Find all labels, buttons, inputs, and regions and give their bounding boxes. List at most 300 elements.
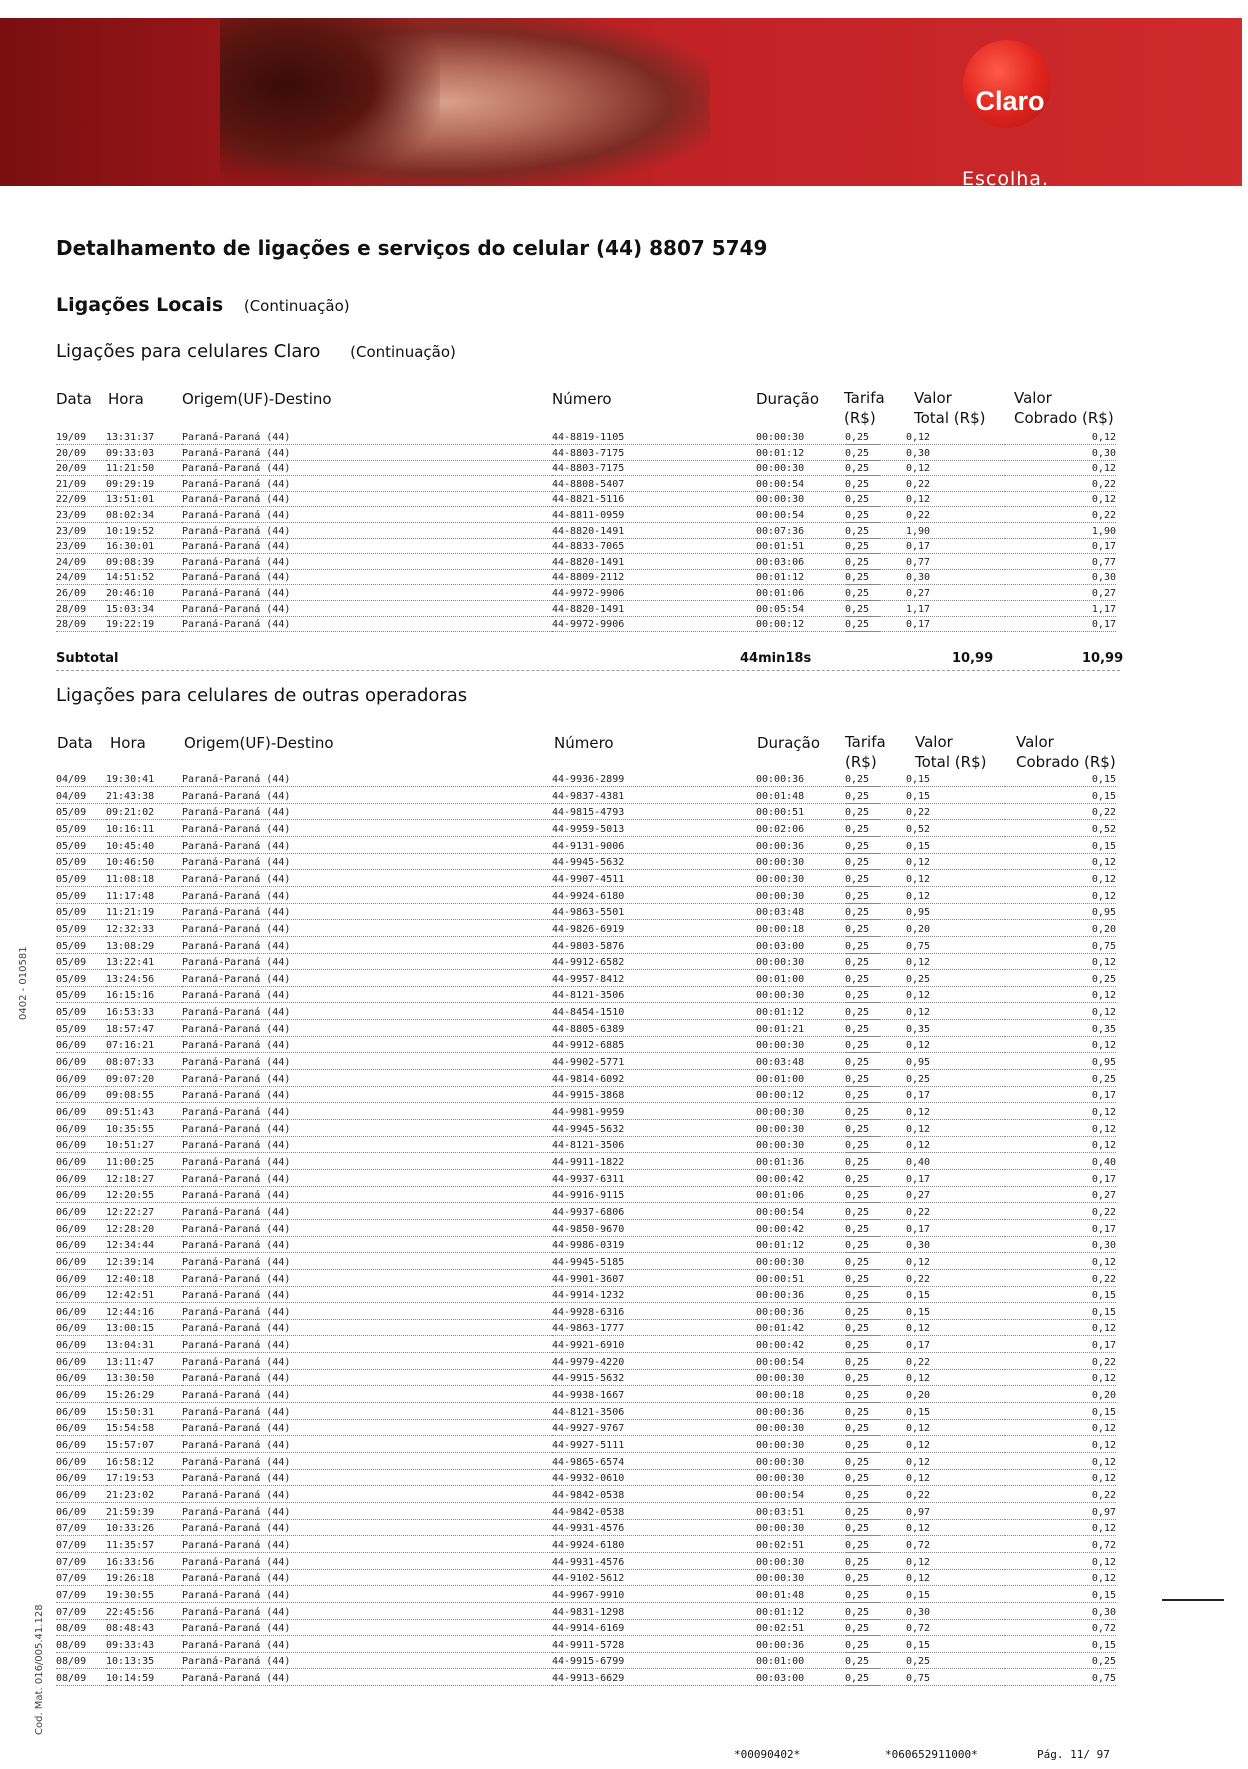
outras-row bbox=[56, 1506, 1120, 1519]
cell-valor-total: 0,12 bbox=[906, 1439, 1005, 1453]
col-valor-total bbox=[915, 732, 986, 772]
cell-data: 22/09 bbox=[56, 493, 106, 507]
cell-hora: 12:28:20 bbox=[106, 1223, 236, 1237]
cell-valor-total: 0,75 bbox=[906, 940, 1005, 954]
cell-origem: Paraná-Paraná (44) bbox=[182, 1655, 552, 1669]
cell-numero: 44-9981-9959 bbox=[552, 1106, 812, 1120]
cell-valor-cobrado: 0,15 bbox=[1005, 1406, 1116, 1420]
cell-data: 06/09 bbox=[56, 1422, 106, 1436]
cell-data: 06/09 bbox=[56, 1239, 106, 1253]
outras-row bbox=[56, 1173, 1120, 1186]
cell-data: 23/09 bbox=[56, 540, 106, 554]
cell-origem: Paraná-Paraná (44) bbox=[182, 790, 552, 804]
cell-origem: Paraná-Paraná (44) bbox=[182, 1372, 552, 1386]
cell-valor-cobrado: 0,25 bbox=[1005, 1073, 1116, 1087]
cell-valor-total: 0,22 bbox=[906, 1356, 1005, 1370]
cell-tarifa: 0,25 bbox=[845, 1406, 965, 1420]
cell-numero: 44-9921-6910 bbox=[552, 1339, 812, 1353]
cell-duracao: 00:01:12 bbox=[756, 1239, 880, 1253]
cell-hora: 08:07:33 bbox=[106, 1056, 236, 1070]
cell-valor-cobrado: 0,12 bbox=[1005, 431, 1116, 445]
cell-numero: 44-9945-5632 bbox=[552, 856, 812, 870]
cell-duracao: 00:00:30 bbox=[756, 1139, 880, 1153]
cell-numero: 44-9912-6582 bbox=[552, 956, 812, 970]
outras-row bbox=[56, 1639, 1120, 1652]
cell-data: 06/09 bbox=[56, 1206, 106, 1220]
cell-valor-total: 0,15 bbox=[906, 840, 1005, 854]
subtotal-label: Subtotal bbox=[56, 651, 119, 666]
cell-data: 06/09 bbox=[56, 1189, 106, 1203]
cell-valor-cobrado: 0,22 bbox=[1005, 806, 1116, 820]
cell-numero: 44-9916-9115 bbox=[552, 1189, 812, 1203]
cell-data: 21/09 bbox=[56, 478, 106, 492]
cell-valor-cobrado: 0,12 bbox=[1005, 1123, 1116, 1137]
claro-row bbox=[56, 462, 1120, 475]
cell-numero: 44-9914-6169 bbox=[552, 1622, 812, 1636]
cell-data: 05/09 bbox=[56, 1023, 106, 1037]
cell-valor-cobrado: 0,72 bbox=[1005, 1622, 1116, 1636]
cell-hora: 11:17:48 bbox=[106, 890, 236, 904]
cell-origem: Paraná-Paraná (44) bbox=[182, 1422, 552, 1436]
outras-row bbox=[56, 1056, 1120, 1069]
cell-origem: Paraná-Paraná (44) bbox=[182, 773, 552, 787]
cell-valor-total: 0,30 bbox=[906, 1239, 1005, 1253]
cell-data: 26/09 bbox=[56, 587, 106, 601]
outras-row bbox=[56, 823, 1120, 836]
cell-duracao: 00:02:51 bbox=[756, 1539, 880, 1553]
cell-hora: 12:44:16 bbox=[106, 1306, 236, 1320]
cell-hora: 12:39:14 bbox=[106, 1256, 236, 1270]
cell-data: 06/09 bbox=[56, 1289, 106, 1303]
claro-row bbox=[56, 509, 1120, 522]
cell-valor-total: 1,90 bbox=[906, 525, 1005, 539]
cell-data: 05/09 bbox=[56, 956, 106, 970]
outras-row bbox=[56, 923, 1120, 936]
cell-origem: Paraná-Paraná (44) bbox=[182, 856, 552, 870]
cell-data: 06/09 bbox=[56, 1073, 106, 1087]
subtotal-total: 10,99 bbox=[952, 651, 994, 666]
cell-duracao: 00:00:51 bbox=[756, 806, 880, 820]
cell-numero: 44-9912-6885 bbox=[552, 1039, 812, 1053]
cell-tarifa: 0,25 bbox=[845, 1556, 965, 1570]
cell-hora: 13:00:15 bbox=[106, 1322, 236, 1336]
cell-hora: 12:18:27 bbox=[106, 1173, 236, 1187]
cell-duracao: 00:00:30 bbox=[756, 462, 880, 476]
cell-duracao: 00:00:30 bbox=[756, 1039, 880, 1053]
cell-duracao: 00:01:06 bbox=[756, 587, 880, 601]
brand-logo-text: Claro bbox=[975, 86, 1045, 116]
cell-hora: 09:51:43 bbox=[106, 1106, 236, 1120]
cell-duracao: 00:00:36 bbox=[756, 1289, 880, 1303]
cell-origem: Paraná-Paraná (44) bbox=[182, 940, 552, 954]
cell-valor-cobrado: 0,77 bbox=[1005, 556, 1116, 570]
outras-row bbox=[56, 1406, 1120, 1419]
cell-origem: Paraná-Paraná (44) bbox=[182, 1389, 552, 1403]
cell-data: 05/09 bbox=[56, 840, 106, 854]
cell-duracao: 00:00:12 bbox=[756, 1089, 880, 1103]
cell-hora: 19:30:41 bbox=[106, 773, 236, 787]
cell-tarifa: 0,25 bbox=[845, 940, 965, 954]
cell-tarifa: 0,25 bbox=[845, 603, 965, 617]
cell-data: 06/09 bbox=[56, 1173, 106, 1187]
cell-duracao: 00:02:51 bbox=[756, 1622, 880, 1636]
cell-origem: Paraná-Paraná (44) bbox=[182, 1073, 552, 1087]
cell-data: 06/09 bbox=[56, 1322, 106, 1336]
cell-data: 05/09 bbox=[56, 973, 106, 987]
outras-row bbox=[56, 1522, 1120, 1535]
footer-page: Pág. 11/ 97 bbox=[1037, 1748, 1110, 1761]
cell-tarifa: 0,25 bbox=[845, 1206, 965, 1220]
cell-duracao: 00:03:00 bbox=[756, 940, 880, 954]
cell-hora: 11:21:50 bbox=[106, 462, 236, 476]
cell-data: 06/09 bbox=[56, 1339, 106, 1353]
cell-valor-cobrado: 0,15 bbox=[1005, 790, 1116, 804]
cell-data: 05/09 bbox=[56, 890, 106, 904]
cell-valor-total: 0,95 bbox=[906, 1056, 1005, 1070]
cell-valor-total: 0,12 bbox=[906, 1372, 1005, 1386]
cell-origem: Paraná-Paraná (44) bbox=[182, 1056, 552, 1070]
cell-data: 06/09 bbox=[56, 1123, 106, 1137]
outras-row bbox=[56, 1123, 1120, 1136]
cell-hora: 17:19:53 bbox=[106, 1472, 236, 1486]
col-tarifa bbox=[844, 388, 885, 428]
cell-hora: 10:13:35 bbox=[106, 1655, 236, 1669]
cell-data: 23/09 bbox=[56, 525, 106, 539]
cell-numero: 44-9803-5876 bbox=[552, 940, 812, 954]
cell-valor-total: 0,12 bbox=[906, 493, 1005, 507]
cell-tarifa: 0,25 bbox=[845, 462, 965, 476]
cell-valor-cobrado: 0,17 bbox=[1005, 1339, 1116, 1353]
cell-tarifa: 0,25 bbox=[845, 1239, 965, 1253]
cell-numero: 44-9831-1298 bbox=[552, 1606, 812, 1620]
cell-origem: Paraná-Paraná (44) bbox=[182, 447, 552, 461]
cell-data: 08/09 bbox=[56, 1639, 106, 1653]
cell-numero: 44-9945-5632 bbox=[552, 1123, 812, 1137]
col-valor-total-unit: Total (R$) bbox=[915, 753, 987, 771]
col-duracao: Duração bbox=[756, 390, 820, 408]
cell-origem: Paraná-Paraná (44) bbox=[182, 1156, 552, 1170]
cell-numero: 44-9826-6919 bbox=[552, 923, 812, 937]
cell-valor-cobrado: 0,12 bbox=[1005, 989, 1116, 1003]
cell-numero: 44-8833-7065 bbox=[552, 540, 812, 554]
cell-numero: 44-8805-6389 bbox=[552, 1023, 812, 1037]
cell-data: 05/09 bbox=[56, 923, 106, 937]
cell-valor-cobrado: 0,25 bbox=[1005, 1655, 1116, 1669]
cell-duracao: 00:00:36 bbox=[756, 1406, 880, 1420]
cell-valor-total: 0,52 bbox=[906, 823, 1005, 837]
cell-origem: Paraná-Paraná (44) bbox=[182, 1039, 552, 1053]
cell-tarifa: 0,25 bbox=[845, 989, 965, 1003]
cell-duracao: 00:00:54 bbox=[756, 1356, 880, 1370]
cell-valor-total: 0,22 bbox=[906, 806, 1005, 820]
cell-tarifa: 0,25 bbox=[845, 1006, 965, 1020]
cell-origem: Paraná-Paraná (44) bbox=[182, 1539, 552, 1553]
cell-valor-total: 0,15 bbox=[906, 1589, 1005, 1603]
cell-data: 07/09 bbox=[56, 1522, 106, 1536]
cell-tarifa: 0,25 bbox=[845, 873, 965, 887]
cell-tarifa: 0,25 bbox=[845, 906, 965, 920]
cell-valor-total: 0,17 bbox=[906, 618, 1005, 632]
cell-hora: 11:08:18 bbox=[106, 873, 236, 887]
cell-origem: Paraná-Paraná (44) bbox=[182, 1606, 552, 1620]
outras-row bbox=[56, 1039, 1120, 1052]
cell-numero: 44-9927-9767 bbox=[552, 1422, 812, 1436]
cell-origem: Paraná-Paraná (44) bbox=[182, 823, 552, 837]
cell-valor-cobrado: 0,22 bbox=[1005, 509, 1116, 523]
cell-hora: 12:22:27 bbox=[106, 1206, 236, 1220]
cell-tarifa: 0,25 bbox=[845, 806, 965, 820]
cell-valor-cobrado: 0,15 bbox=[1005, 1589, 1116, 1603]
outras-row bbox=[56, 1139, 1120, 1152]
cell-duracao: 00:00:18 bbox=[756, 1389, 880, 1403]
cell-data: 07/09 bbox=[56, 1572, 106, 1586]
cell-duracao: 00:01:12 bbox=[756, 571, 880, 585]
cell-origem: Paraná-Paraná (44) bbox=[182, 1506, 552, 1520]
cell-origem: Paraná-Paraná (44) bbox=[182, 1639, 552, 1653]
cell-valor-cobrado: 0,12 bbox=[1005, 1439, 1116, 1453]
cell-numero: 44-9901-3607 bbox=[552, 1273, 812, 1287]
cell-numero: 44-9915-5632 bbox=[552, 1372, 812, 1386]
cell-numero: 44-9911-5728 bbox=[552, 1639, 812, 1653]
cell-valor-cobrado: 0,12 bbox=[1005, 1006, 1116, 1020]
cell-tarifa: 0,25 bbox=[845, 823, 965, 837]
outras-row bbox=[56, 1006, 1120, 1019]
cell-valor-total: 0,12 bbox=[906, 1322, 1005, 1336]
cell-data: 08/09 bbox=[56, 1622, 106, 1636]
cell-duracao: 00:00:36 bbox=[756, 1306, 880, 1320]
cell-tarifa: 0,25 bbox=[845, 1289, 965, 1303]
margin-mark bbox=[1162, 1599, 1224, 1601]
cell-numero: 44-9850-9670 bbox=[552, 1223, 812, 1237]
cell-origem: Paraná-Paraná (44) bbox=[182, 1023, 552, 1037]
cell-valor-cobrado: 0,40 bbox=[1005, 1156, 1116, 1170]
cell-valor-total: 0,25 bbox=[906, 973, 1005, 987]
col-numero: Número bbox=[552, 390, 612, 408]
cell-numero: 44-9936-2899 bbox=[552, 773, 812, 787]
cell-hora: 07:16:21 bbox=[106, 1039, 236, 1053]
cell-hora: 12:20:55 bbox=[106, 1189, 236, 1203]
cell-data: 06/09 bbox=[56, 1256, 106, 1270]
claro-subsection-text: Ligações para celulares Claro bbox=[56, 341, 321, 362]
cell-data: 07/09 bbox=[56, 1539, 106, 1553]
cell-origem: Paraná-Paraná (44) bbox=[182, 431, 552, 445]
outras-row bbox=[56, 1422, 1120, 1435]
cell-origem: Paraná-Paraná (44) bbox=[182, 1006, 552, 1020]
cell-valor-cobrado: 0,12 bbox=[1005, 1556, 1116, 1570]
cell-hora: 20:46:10 bbox=[106, 587, 236, 601]
cell-valor-total: 0,20 bbox=[906, 923, 1005, 937]
cell-tarifa: 0,25 bbox=[845, 1372, 965, 1386]
cell-hora: 13:30:50 bbox=[106, 1372, 236, 1386]
cell-origem: Paraná-Paraná (44) bbox=[182, 890, 552, 904]
cell-valor-total: 0,12 bbox=[906, 1106, 1005, 1120]
cell-numero: 44-9959-5013 bbox=[552, 823, 812, 837]
side-code: 0402 - 010581 bbox=[18, 946, 29, 1020]
cell-duracao: 00:00:18 bbox=[756, 923, 880, 937]
cell-hora: 14:51:52 bbox=[106, 571, 236, 585]
outras-row bbox=[56, 790, 1120, 803]
cell-duracao: 00:00:30 bbox=[756, 1522, 880, 1536]
cell-numero: 44-8819-1105 bbox=[552, 431, 812, 445]
cell-hora: 12:40:18 bbox=[106, 1273, 236, 1287]
cell-duracao: 00:01:00 bbox=[756, 1073, 880, 1087]
cell-numero: 44-9924-6180 bbox=[552, 890, 812, 904]
cell-hora: 16:33:56 bbox=[106, 1556, 236, 1570]
cell-valor-cobrado: 0,30 bbox=[1005, 571, 1116, 585]
outras-row bbox=[56, 1339, 1120, 1352]
cell-hora: 13:22:41 bbox=[106, 956, 236, 970]
cell-duracao: 00:00:30 bbox=[756, 890, 880, 904]
cell-duracao: 00:00:42 bbox=[756, 1173, 880, 1187]
cell-tarifa: 0,25 bbox=[845, 556, 965, 570]
cell-numero: 44-8811-0959 bbox=[552, 509, 812, 523]
cell-origem: Paraná-Paraná (44) bbox=[182, 540, 552, 554]
cell-valor-cobrado: 0,12 bbox=[1005, 1106, 1116, 1120]
cell-duracao: 00:00:30 bbox=[756, 1472, 880, 1486]
cell-valor-total: 0,12 bbox=[906, 1039, 1005, 1053]
subtotal-divider bbox=[56, 670, 1120, 671]
outras-row bbox=[56, 940, 1120, 953]
cell-tarifa: 0,25 bbox=[845, 1256, 965, 1270]
cell-origem: Paraná-Paraná (44) bbox=[182, 956, 552, 970]
cell-numero: 44-9937-6311 bbox=[552, 1173, 812, 1187]
cell-numero: 44-9902-5771 bbox=[552, 1056, 812, 1070]
cell-tarifa: 0,25 bbox=[845, 1539, 965, 1553]
cell-data: 06/09 bbox=[56, 1456, 106, 1470]
cell-origem: Paraná-Paraná (44) bbox=[182, 1456, 552, 1470]
cell-duracao: 00:01:42 bbox=[756, 1322, 880, 1336]
cell-valor-total: 0,12 bbox=[906, 1006, 1005, 1020]
outras-subsection-title: Ligações para celulares de outras operadoras bbox=[56, 685, 468, 706]
cell-hora: 19:26:18 bbox=[106, 1572, 236, 1586]
cell-numero: 44-8454-1510 bbox=[552, 1006, 812, 1020]
outras-row bbox=[56, 973, 1120, 986]
cell-numero: 44-8121-3506 bbox=[552, 1139, 812, 1153]
cell-data: 28/09 bbox=[56, 603, 106, 617]
cell-tarifa: 0,25 bbox=[845, 1056, 965, 1070]
cell-valor-total: 0,15 bbox=[906, 1289, 1005, 1303]
claro-row bbox=[56, 603, 1120, 616]
cell-valor-total: 0,25 bbox=[906, 1655, 1005, 1669]
col-valor-cobrado-label: Valor bbox=[1016, 733, 1054, 751]
cell-hora: 10:19:52 bbox=[106, 525, 236, 539]
cell-duracao: 00:02:06 bbox=[756, 823, 880, 837]
cell-origem: Paraná-Paraná (44) bbox=[182, 493, 552, 507]
claro-row bbox=[56, 587, 1120, 600]
cell-hora: 13:24:56 bbox=[106, 973, 236, 987]
cell-numero: 44-9914-1232 bbox=[552, 1289, 812, 1303]
header-banner bbox=[0, 18, 1242, 186]
cell-origem: Paraná-Paraná (44) bbox=[182, 556, 552, 570]
cell-tarifa: 0,25 bbox=[845, 1123, 965, 1137]
col-data: Data bbox=[56, 390, 92, 408]
cell-hora: 22:45:56 bbox=[106, 1606, 236, 1620]
cell-data: 06/09 bbox=[56, 1106, 106, 1120]
cell-valor-cobrado: 0,22 bbox=[1005, 478, 1116, 492]
cell-hora: 12:34:44 bbox=[106, 1239, 236, 1253]
cell-hora: 10:14:59 bbox=[106, 1672, 236, 1686]
cell-tarifa: 0,25 bbox=[845, 1356, 965, 1370]
cell-numero: 44-9972-9906 bbox=[552, 618, 812, 632]
outras-row bbox=[56, 856, 1120, 869]
cell-data: 05/09 bbox=[56, 823, 106, 837]
cell-numero: 44-9931-4576 bbox=[552, 1522, 812, 1536]
cell-origem: Paraná-Paraná (44) bbox=[182, 1123, 552, 1137]
cell-numero: 44-9937-6806 bbox=[552, 1206, 812, 1220]
cell-data: 06/09 bbox=[56, 1223, 106, 1237]
cell-hora: 21:43:38 bbox=[106, 790, 236, 804]
cell-valor-cobrado: 0,95 bbox=[1005, 1056, 1116, 1070]
cell-data: 04/09 bbox=[56, 773, 106, 787]
col-valor-total bbox=[914, 388, 985, 428]
cell-data: 06/09 bbox=[56, 1406, 106, 1420]
cell-numero: 44-9131-9006 bbox=[552, 840, 812, 854]
cell-data: 24/09 bbox=[56, 571, 106, 585]
cell-valor-cobrado: 0,30 bbox=[1005, 1239, 1116, 1253]
cell-duracao: 00:01:36 bbox=[756, 1156, 880, 1170]
cell-duracao: 00:00:30 bbox=[756, 1256, 880, 1270]
cell-data: 07/09 bbox=[56, 1589, 106, 1603]
section-title bbox=[56, 294, 350, 316]
cell-duracao: 00:01:00 bbox=[756, 973, 880, 987]
col-valor-cobrado bbox=[1016, 732, 1116, 772]
cell-valor-cobrado: 0,97 bbox=[1005, 1506, 1116, 1520]
cell-duracao: 00:05:54 bbox=[756, 603, 880, 617]
cell-data: 05/09 bbox=[56, 989, 106, 1003]
outras-row bbox=[56, 840, 1120, 853]
cell-data: 05/09 bbox=[56, 906, 106, 920]
cell-numero: 44-9865-6574 bbox=[552, 1456, 812, 1470]
cell-valor-total: 0,12 bbox=[906, 1256, 1005, 1270]
cell-data: 06/09 bbox=[56, 1306, 106, 1320]
cell-duracao: 00:00:30 bbox=[756, 873, 880, 887]
page-title: Detalhamento de ligações e serviços do celular (44) 8807 5749 bbox=[56, 236, 768, 260]
cell-valor-total: 0,15 bbox=[906, 1306, 1005, 1320]
cell-numero: 44-9979-4220 bbox=[552, 1356, 812, 1370]
cell-valor-cobrado: 0,12 bbox=[1005, 1472, 1116, 1486]
outras-row bbox=[56, 1223, 1120, 1236]
cell-data: 24/09 bbox=[56, 556, 106, 570]
cell-origem: Paraná-Paraná (44) bbox=[182, 840, 552, 854]
claro-row bbox=[56, 540, 1120, 553]
cell-data: 05/09 bbox=[56, 856, 106, 870]
col-valor-total-unit: Total (R$) bbox=[914, 409, 986, 427]
cell-duracao: 00:00:30 bbox=[756, 431, 880, 445]
claro-row bbox=[56, 493, 1120, 506]
cell-duracao: 00:01:12 bbox=[756, 447, 880, 461]
cell-valor-total: 0,12 bbox=[906, 1139, 1005, 1153]
claro-row bbox=[56, 525, 1120, 538]
cell-numero: 44-8821-5116 bbox=[552, 493, 812, 507]
cell-numero: 44-8808-5407 bbox=[552, 478, 812, 492]
cell-hora: 13:31:37 bbox=[106, 431, 236, 445]
cell-data: 06/09 bbox=[56, 1439, 106, 1453]
cell-valor-cobrado: 0,25 bbox=[1005, 973, 1116, 987]
cell-hora: 18:57:47 bbox=[106, 1023, 236, 1037]
cell-origem: Paraná-Paraná (44) bbox=[182, 462, 552, 476]
cell-duracao: 00:01:21 bbox=[756, 1023, 880, 1037]
cell-data: 07/09 bbox=[56, 1556, 106, 1570]
cell-numero: 44-9842-0538 bbox=[552, 1506, 812, 1520]
outras-row bbox=[56, 1539, 1120, 1552]
cell-origem: Paraná-Paraná (44) bbox=[182, 1472, 552, 1486]
cell-hora: 09:29:19 bbox=[106, 478, 236, 492]
cell-duracao: 00:00:30 bbox=[756, 493, 880, 507]
cell-valor-total: 0,12 bbox=[906, 890, 1005, 904]
cell-valor-total: 1,17 bbox=[906, 603, 1005, 617]
banner-photo-hair bbox=[220, 18, 440, 186]
cell-tarifa: 0,25 bbox=[845, 1306, 965, 1320]
